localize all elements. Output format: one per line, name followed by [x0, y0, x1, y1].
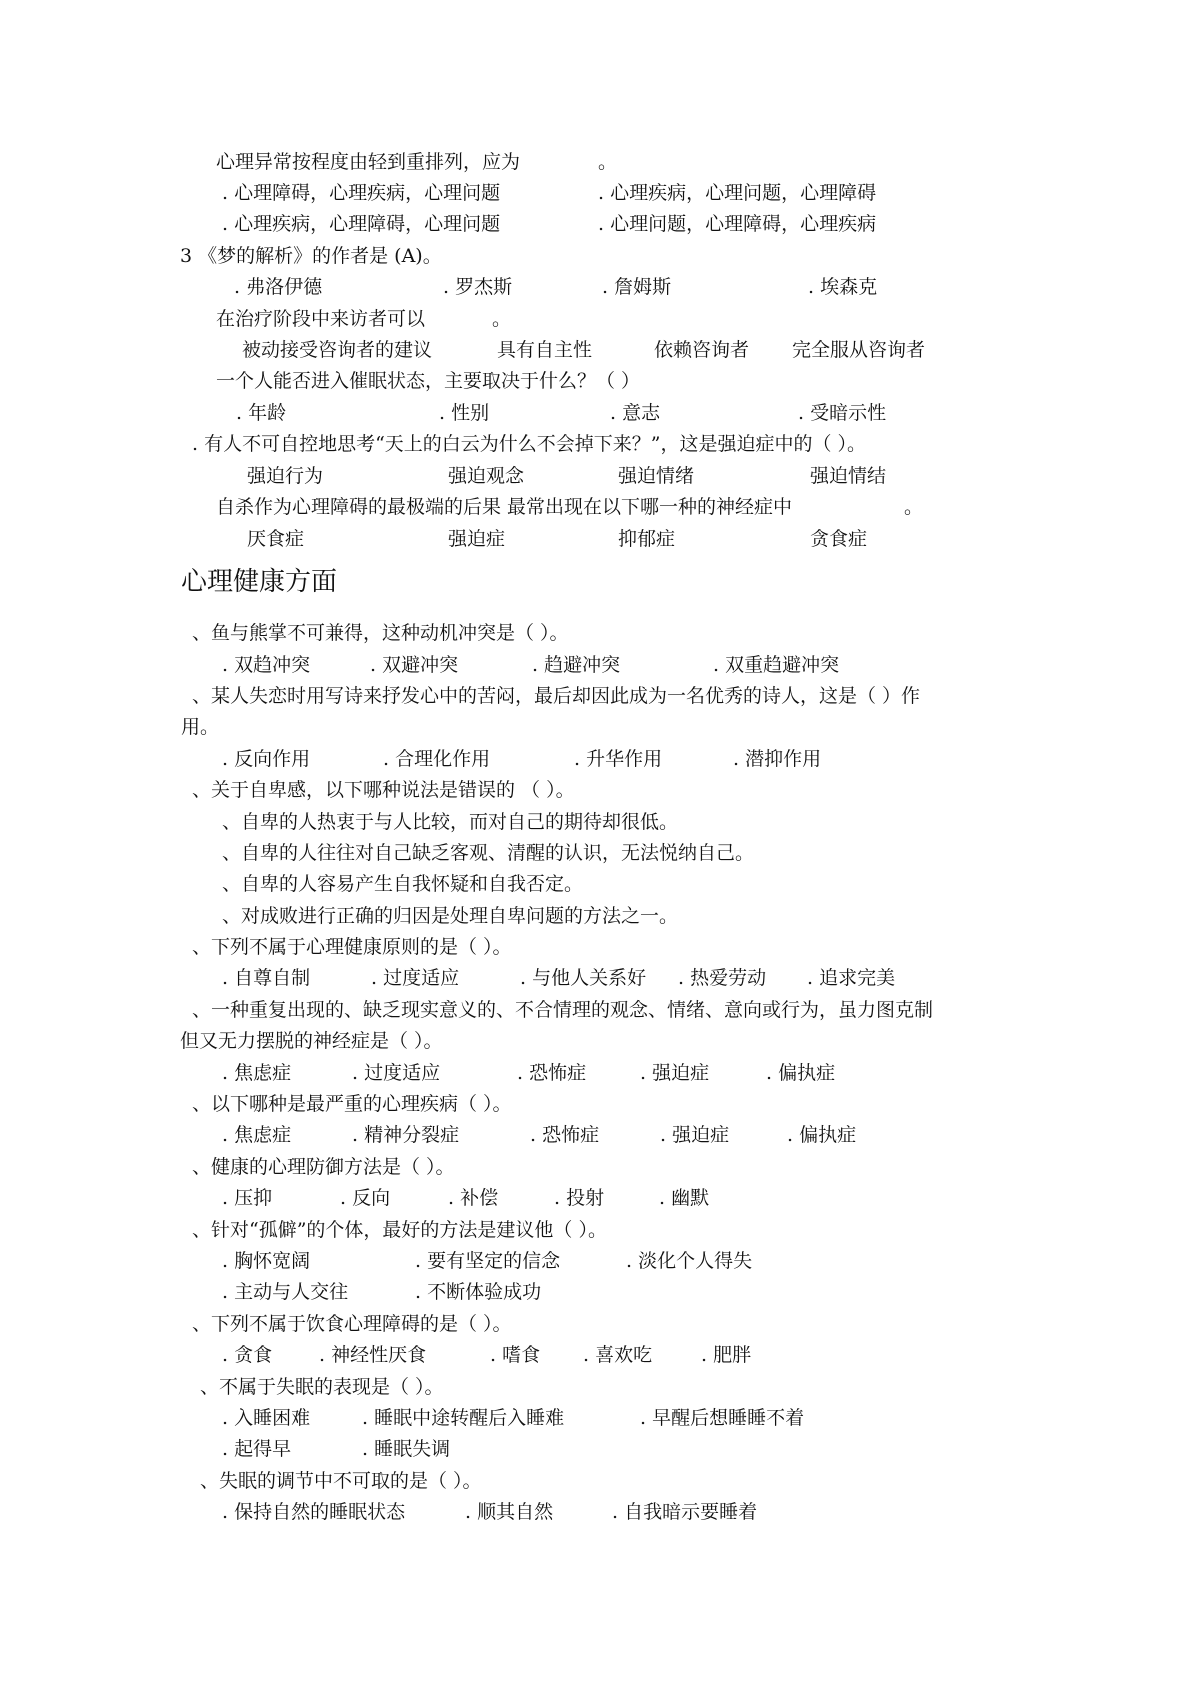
option-e: . 不断体验成功: [415, 1281, 542, 1303]
option-c: . 詹姆斯: [602, 276, 672, 298]
blank-period: 。: [598, 151, 618, 173]
option-d: . 喜欢吃: [583, 1344, 653, 1366]
option-c: . 升华作用: [574, 748, 663, 770]
option-b: . 性别: [439, 402, 490, 424]
question-text: 、下列不属于饮食心理障碍的是（ ）。: [192, 1313, 512, 1335]
option-c: . 自我暗示要睡着: [612, 1501, 758, 1523]
option-b: 强迫观念: [448, 465, 525, 487]
statement-option: [0, 838, 1191, 868]
question-text: 用。: [181, 716, 220, 738]
question-stem: [0, 681, 1191, 711]
option-d: . 强迫症: [640, 1062, 710, 1084]
question-text: 、针对“孤僻”的个体，最好的方法是建议他（ ）。: [192, 1219, 607, 1241]
option-c: . 嗜食: [490, 1344, 541, 1366]
question-stem: [0, 1466, 1191, 1496]
question-stem: [0, 618, 1191, 648]
option-d: 、对成败进行正确的归因是处理自卑问题的方法之一。: [222, 905, 679, 927]
question-stem: [0, 1215, 1191, 1245]
option-c: . 补偿: [448, 1187, 499, 1209]
option-row: [0, 1434, 1191, 1464]
question-stem: [0, 429, 1191, 459]
question-stem: [0, 932, 1191, 962]
question-text: . 有人不可自控地思考“天上的白云为什么不会掉下来？”，这是强迫症中的（ ）。: [192, 433, 867, 455]
option-b: 具有自主性: [497, 339, 593, 361]
option-row: [0, 1246, 1191, 1276]
option-d: . 强迫症: [660, 1124, 730, 1146]
option-c: . 恐怖症: [517, 1062, 587, 1084]
question-stem: [0, 304, 1191, 334]
option-c: . 淡化个人得失: [626, 1250, 753, 1272]
option-a: 强迫行为: [247, 465, 324, 487]
question-text: 、不属于失眠的表现是（ ）。: [200, 1376, 444, 1398]
option-row: [0, 1058, 1191, 1088]
option-c: . 早醒后想睡睡不着: [640, 1407, 805, 1429]
question-stem: [0, 995, 1191, 1025]
option-row: [0, 963, 1191, 993]
option-e: . 肥胖: [701, 1344, 752, 1366]
option-d: . 主动与人交往: [222, 1281, 349, 1303]
option-row: [0, 1497, 1191, 1527]
option-d: . 潜抑作用: [733, 748, 822, 770]
option-c: . 心理疾病，心理障碍，心理问题: [222, 213, 501, 235]
question-text: 、某人失恋时用写诗来抒发心中的苦闷，最后却因此成为一名优秀的诗人，这是（ ）作: [192, 685, 921, 707]
option-row: [0, 335, 1191, 365]
option-row: [0, 1403, 1191, 1433]
option-d: . 投射: [554, 1187, 605, 1209]
option-c: 抑郁症: [618, 528, 676, 550]
option-d: . 起得早: [222, 1438, 292, 1460]
question-stem-continued: [0, 1026, 1191, 1056]
option-e: . 追求完美: [807, 967, 896, 989]
section-heading: 心理健康方面: [181, 567, 338, 597]
option-row: [0, 524, 1191, 554]
question-stem: [0, 1372, 1191, 1402]
question-stem: [0, 775, 1191, 805]
option-e: . 偏执症: [787, 1124, 857, 1146]
option-a: . 入睡困难: [222, 1407, 311, 1429]
option-row: [0, 650, 1191, 680]
option-b: . 要有坚定的信念: [415, 1250, 561, 1272]
question-text: 、关于自卑感，以下哪种说法是错误的 （ ）。: [192, 779, 575, 801]
question-text: 在治疗阶段中来访者可以: [216, 308, 426, 330]
option-d: 贪食症: [810, 528, 868, 550]
option-row: [0, 1277, 1191, 1307]
question-text: 、健康的心理防御方法是（ ）。: [192, 1156, 455, 1178]
option-e: . 睡眠失调: [362, 1438, 451, 1460]
option-d: 完全服从咨询者: [792, 339, 926, 361]
statement-option: [0, 807, 1191, 837]
option-d: . 心理问题，心理障碍，心理疾病: [598, 213, 877, 235]
option-c: . 与他人关系好: [520, 967, 647, 989]
question-text: 心理异常按程度由轻到重排列，应为: [216, 151, 521, 173]
option-b: . 睡眠中途转醒后入睡难: [362, 1407, 565, 1429]
option-a: . 双趋冲突: [222, 654, 311, 676]
option-b: . 精神分裂症: [352, 1124, 460, 1146]
question-text: 自杀作为心理障碍的最极端的后果 最常出现在以下哪一种的神经症中: [216, 496, 793, 518]
option-a: . 贪食: [222, 1344, 273, 1366]
option-b: . 反向: [340, 1187, 391, 1209]
option-b: . 过度适应: [352, 1062, 441, 1084]
option-a: . 保持自然的睡眠状态: [222, 1501, 406, 1523]
option-a: . 压抑: [222, 1187, 273, 1209]
option-b: 、自卑的人往往对自己缺乏客观、清醒的认识，无法悦纳自己。: [222, 842, 755, 864]
option-b: . 顺其自然: [465, 1501, 554, 1523]
option-b: . 合理化作用: [383, 748, 491, 770]
option-b: . 心理疾病，心理问题，心理障碍: [598, 182, 877, 204]
option-d: . 双重趋避冲突: [713, 654, 840, 676]
option-row: [0, 178, 1191, 208]
option-row: [0, 1183, 1191, 1213]
option-e: . 幽默: [659, 1187, 710, 1209]
option-c: 依赖咨询者: [654, 339, 750, 361]
option-b: . 神经性厌食: [319, 1344, 427, 1366]
question-stem: [0, 1089, 1191, 1119]
option-a: . 心理障碍，心理疾病，心理问题: [222, 182, 501, 204]
question-text: 、下列不属于心理健康原则的是（ ）。: [192, 936, 512, 958]
question-stem-continued: [0, 712, 1191, 742]
question-text: 3 《梦的解析》的作者是 (A)。: [180, 245, 442, 267]
option-a: . 焦虑症: [222, 1124, 292, 1146]
option-row: [0, 744, 1191, 774]
option-row: [0, 1120, 1191, 1150]
question-text: 、失眠的调节中不可取的是（ ）。: [200, 1470, 482, 1492]
question-stem: [0, 492, 1191, 522]
option-c: . 恐怖症: [530, 1124, 600, 1146]
option-c: 强迫情绪: [618, 465, 695, 487]
option-b: 强迫症: [448, 528, 506, 550]
question-text: 但又无力摆脱的神经症是（ ）。: [180, 1030, 443, 1052]
option-a: 、自卑的人热衷于与人比较，而对自己的期待却很低。: [222, 811, 679, 833]
option-c: 、自卑的人容易产生自我怀疑和自我否定。: [222, 873, 584, 895]
option-d: . 受暗示性: [798, 402, 887, 424]
question-stem: [0, 241, 1191, 271]
option-d: . 热爱劳动: [678, 967, 767, 989]
statement-option: [0, 869, 1191, 899]
option-d: . 埃森克: [808, 276, 878, 298]
option-a: . 焦虑症: [222, 1062, 292, 1084]
question-text: 、一种重复出现的、缺乏现实意义的、不合情理的观念、情绪、意向或行为，虽力图克制: [192, 999, 934, 1021]
question-stem: [0, 1309, 1191, 1339]
option-b: . 罗杰斯: [443, 276, 513, 298]
question-stem: [0, 1152, 1191, 1182]
option-a: . 反向作用: [222, 748, 311, 770]
question-text: 一个人能否进入催眠状态，主要取决于什么？（ ）: [216, 370, 641, 392]
option-row: [0, 398, 1191, 428]
option-b: . 过度适应: [371, 967, 460, 989]
option-row: [0, 209, 1191, 239]
blank-period: 。: [904, 496, 924, 518]
option-b: . 双避冲突: [370, 654, 459, 676]
option-a: . 弗洛伊德: [234, 276, 323, 298]
question-stem: [0, 366, 1191, 396]
option-row: [0, 461, 1191, 491]
question-text: 、以下哪种是最严重的心理疾病（ ）。: [192, 1093, 512, 1115]
statement-option: [0, 901, 1191, 931]
option-a: . 胸怀宽阔: [222, 1250, 311, 1272]
question-text: 、鱼与熊掌不可兼得，这种动机冲突是（ ）。: [192, 622, 569, 644]
option-a: . 自尊自制: [222, 967, 311, 989]
option-row: [0, 272, 1191, 302]
option-a: 厌食症: [247, 528, 305, 550]
option-c: . 意志: [610, 402, 661, 424]
option-c: . 趋避冲突: [532, 654, 621, 676]
option-d: 强迫情结: [810, 465, 887, 487]
option-a: . 年龄: [236, 402, 287, 424]
option-a: 被动接受咨询者的建议: [242, 339, 433, 361]
question-stem: [0, 147, 1191, 177]
option-row: [0, 1340, 1191, 1370]
blank-period: 。: [492, 308, 512, 330]
option-e: . 偏执症: [766, 1062, 836, 1084]
